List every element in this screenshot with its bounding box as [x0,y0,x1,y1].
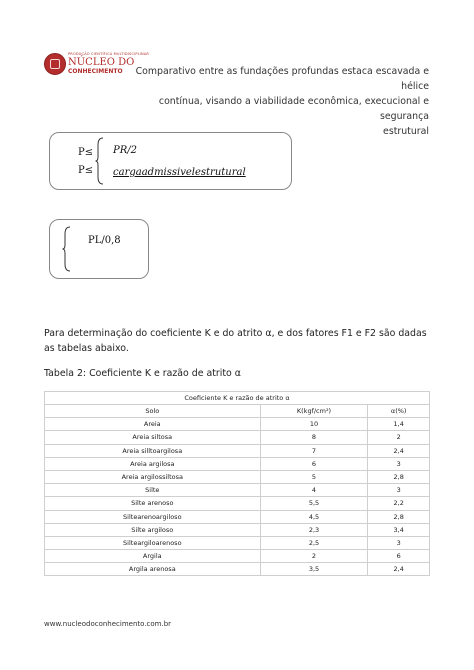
logo-seal-icon [44,53,66,75]
table-row [45,431,430,444]
cell-solo: Areia silltoargilosa [45,444,261,457]
logo-tagline: PRODUÇÃO CIENTÍFICA MULTIDISCIPLINAR [68,52,150,56]
cell-solo: Silte [45,484,261,497]
cell-solo: Areia argilossiltosa [45,470,261,483]
table-row [45,563,430,576]
cell-k: 2,5 [260,536,368,549]
cell-solo: Silte argiloso [45,523,261,536]
formula-box-1 [49,132,292,190]
formula1-row1-rhs: PR/2 [113,145,137,156]
cell-alpha: 2,4 [368,563,430,576]
cell-k: 4 [260,484,368,497]
table-row [45,484,430,497]
coefficient-table [44,391,430,576]
column-header-k: K(kgf/cm²) [260,405,368,418]
table-row [45,418,430,431]
body-paragraph: Para determinação do coeficiente K e do atrito α, e dos fatores F1 e F2 são dadas as tabelas abaixo. [44,328,427,354]
cell-k: 3,5 [260,563,368,576]
cell-solo: Silte arenoso [45,497,261,510]
table-title-row [45,392,430,405]
cell-k: 2,3 [260,523,368,536]
cell-alpha: 3,4 [368,523,430,536]
cell-alpha: 3 [368,457,430,470]
left-brace-icon [62,226,72,272]
cell-alpha: 3 [368,484,430,497]
cell-k: 2 [260,550,368,563]
cell-solo: Areia [45,418,261,431]
column-header-solo: Solo [45,405,261,418]
table-row [45,536,430,549]
cell-alpha: 3 [368,536,430,549]
table-row [45,457,430,470]
cell-alpha: 2,2 [368,497,430,510]
left-brace-icon [95,137,105,185]
table-title: Coeficiente K e razão de atrito α [45,392,430,405]
table-row [45,444,430,457]
cell-k: 8 [260,431,368,444]
table-row [45,523,430,536]
cell-solo: Siltearenoargiloso [45,510,261,523]
cell-alpha: 1,4 [368,418,430,431]
cell-solo: Areia siltosa [45,431,261,444]
table-row [45,470,430,483]
table-caption: Tabela 2: Coeficiente K e razão de atrito α [44,368,241,379]
header-title-line-1: Comparativo entre as fundações profundas estaca escavada e hélice [135,66,429,92]
header-title-line-2: contínua, visando a viabilidade econômica, execucional e segurança [158,96,429,122]
column-header-alpha: α(%) [368,405,430,418]
cell-k: 6 [260,457,368,470]
table-header-row [45,405,430,418]
logo-name: NÚCLEO DO [68,57,135,68]
cell-solo: Areia argilosa [45,457,261,470]
cell-k: 5,5 [260,497,368,510]
table-row [45,550,430,563]
formula-box-2 [49,219,149,279]
cell-alpha: 2,8 [368,510,430,523]
cell-k: 10 [260,418,368,431]
formula1-row2-lhs: P≤ [78,165,94,176]
formula1-row2-rhs: cargaadmissivelestrutural [113,167,246,178]
cell-solo: Silteargiloarenoso [45,536,261,549]
cell-alpha: 6 [368,550,430,563]
cell-k: 5 [260,470,368,483]
cell-alpha: 2,4 [368,444,430,457]
cell-k: 7 [260,444,368,457]
running-header-title [129,64,429,139]
cell-alpha: 2 [368,431,430,444]
table-row [45,497,430,510]
table-row [45,510,430,523]
formula2-expression: PL/0,8 [88,235,121,246]
header-title-line-3: estrutural [383,126,429,137]
cell-alpha: 2,8 [368,470,430,483]
cell-solo: Argila arenosa [45,563,261,576]
logo-subname: CONHECIMENTO [68,68,123,75]
cell-solo: Argila [45,550,261,563]
cell-k: 4,5 [260,510,368,523]
formula1-row1-lhs: P≤ [78,147,94,158]
footer-url: www.nucleodoconhecimento.com.br [44,620,172,628]
